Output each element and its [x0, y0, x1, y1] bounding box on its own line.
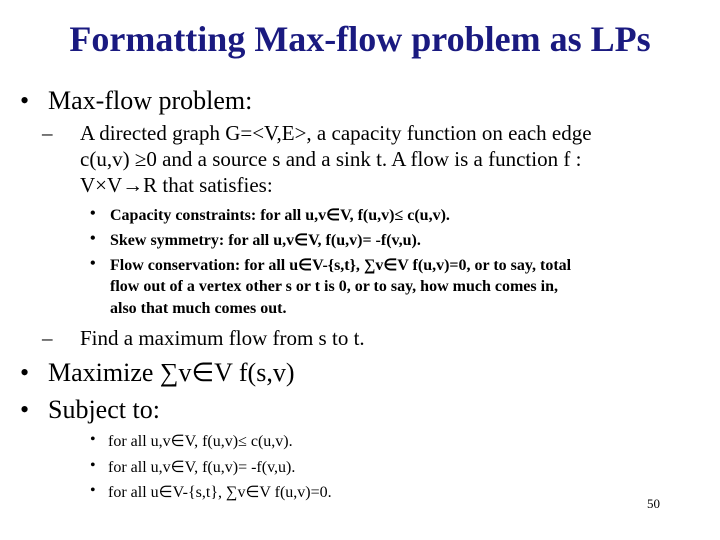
constraint-flow-conservation-cont: flow out of a vertex other s or t is 0, or to say, how much comes in, — [110, 278, 558, 295]
subject-item-skew: for all u,v∈V, f(u,v)= -f(v,u). — [108, 459, 296, 476]
bullet-subject-to: Subject to: — [48, 395, 160, 424]
subject-item-capacity: for all u,v∈V, f(u,v)≤ c(u,v). — [108, 433, 293, 450]
bullet-maximize: Maximize ∑v∈V f(s,v) — [48, 358, 295, 387]
bullet-marker: • — [90, 457, 96, 474]
definition-line-3: V×V→R that satisfies: — [80, 173, 273, 197]
find-max-flow: Find a maximum flow from s to t. — [80, 326, 365, 350]
bullet-marker: • — [20, 395, 30, 424]
bullet-marker: • — [90, 482, 96, 499]
bullet-marker: • — [90, 205, 96, 222]
constraint-flow-conservation-end: also that much comes out. — [110, 300, 287, 317]
page-number: 50 — [647, 496, 660, 511]
definition-line-1: A directed graph G=<V,E>, a capacity function on each edge — [80, 121, 592, 145]
subject-item-conservation: for all u∈V-{s,t}, ∑v∈V f(u,v)=0. — [108, 484, 332, 501]
definition-line-2: c(u,v) ≥0 and a source s and a sink t. A flow is a function f : — [80, 147, 582, 171]
bullet-marker: • — [90, 255, 96, 272]
constraint-flow-conservation: Flow conservation: for all u∈V-{s,t}, ∑v∈V f(u,v)=0, or to say, total — [110, 257, 572, 274]
dash-marker: – — [42, 121, 53, 145]
slide-title: Formatting Max-flow problem as LPs — [69, 19, 651, 59]
constraint-capacity: Capacity constraints: for all u,v∈V, f(u,v)≤ c(u,v). — [110, 207, 450, 224]
bullet-marker: • — [20, 86, 30, 115]
bullet-max-flow-problem: Max-flow problem: — [48, 86, 253, 115]
constraint-skew-symmetry: Skew symmetry: for all u,v∈V, f(u,v)= -f(v,u). — [110, 232, 421, 249]
bullet-marker: • — [20, 358, 30, 387]
bullet-marker: • — [90, 230, 96, 247]
dash-marker: – — [42, 326, 53, 350]
bullet-marker: • — [90, 431, 96, 448]
